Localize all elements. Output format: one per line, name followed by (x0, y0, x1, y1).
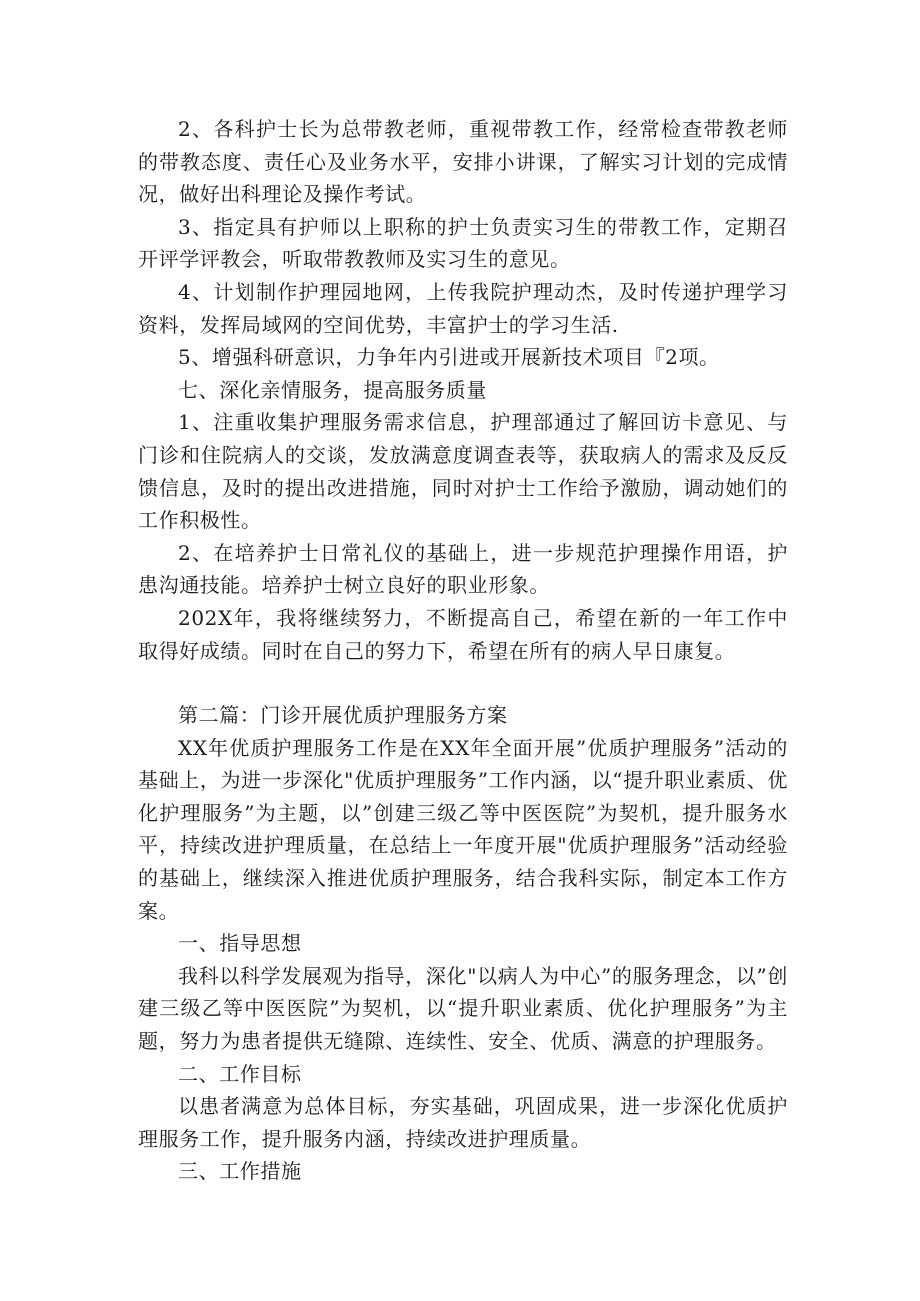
closing-paragraph: 202X年，我将继续努力，不断提高自己，希望在新的一年工作中取得好成绩。同时在自己的努力下，希望在所有的病人早日康复。 (138, 605, 788, 663)
section-heading-seven: 七、深化亲情服务，提高服务质量 (178, 377, 487, 402)
section-gap (138, 667, 788, 699)
section-heading-guiding: 一、指导思想 (178, 931, 302, 956)
article-heading: 第二篇：门诊开展优质护理服务方案 (178, 703, 508, 728)
paragraph-item-3: 3、指定具有护师以上职称的护士负责实习生的带教工作，定期召开评学评教会，听取带教教师及实习生的意见。 (138, 214, 788, 272)
paragraph-item-5: 5、增强科研意识，力争年内引进或开展新技术项目『2项。 (178, 345, 720, 370)
goals-paragraph: 以患者满意为总体目标，夯实基础，巩固成果，进一步深化优质护理服务工作，提升服务内涵，持续改进护理质量。 (138, 1094, 788, 1151)
document-page (138, 113, 788, 1188)
section-heading-goals: 二、工作目标 (178, 1061, 302, 1086)
paragraph-item-2: 2、各科护士长为总带教老师，重视带教工作，经常检查带教老师的带教态度、责任心及业务水平，安排小讲课，了解实习计划的完成情况，做好出科理论及操作考试。 (138, 117, 788, 207)
paragraph-item-4: 4、计划制作护理园地网，上传我院护理动杰，及时传递护理学习资料，发挥局域网的空间优势，丰富护士的学习生活. (138, 279, 788, 337)
guiding-paragraph: 我科以科学发展观为指导，深化"以病人为中心”的服务理念，以”创建三级乙等中医医院”为契机，以“提升职业素质、优化护理服务”为主题，努力为患者提供无缝隙、连续性、安全、优质、满意的护理服务。 (138, 963, 788, 1054)
section-heading-measures: 三、工作措施 (178, 1159, 302, 1184)
paragraph-item-7-1: 1、注重收集护理服务需求信息，护理部通过了解回访卡意见、与门诊和住院病人的交谈，发放满意度调查表等，获取病人的需求及反反馈信息，及时的提出改进措施，同时对护士工作给予激励，调动她们的工作积极性。 (138, 410, 788, 533)
paragraph-item-7-2: 2、在培养护士日常礼仪的基础上，进一步规范护理操作用语，护患沟通技能。培养护士树立良好的职业形象。 (138, 540, 788, 598)
intro-paragraph: XX年优质护理服务工作是在XX年全面开展”优质护理服务”活动的基础上，为进一步深化"优质护理服务”工作内涵，以“提升职业素质、优化护理服务”为主题，以”创建三级乙等中医医院”为契机，提升服务水平，持续改进护理质量，在总结上一年度开展"优质护理服务”活动经验的基础上，继续深入推进优质护理服务，结合我科实际，制定本工作方案。 (138, 735, 788, 923)
